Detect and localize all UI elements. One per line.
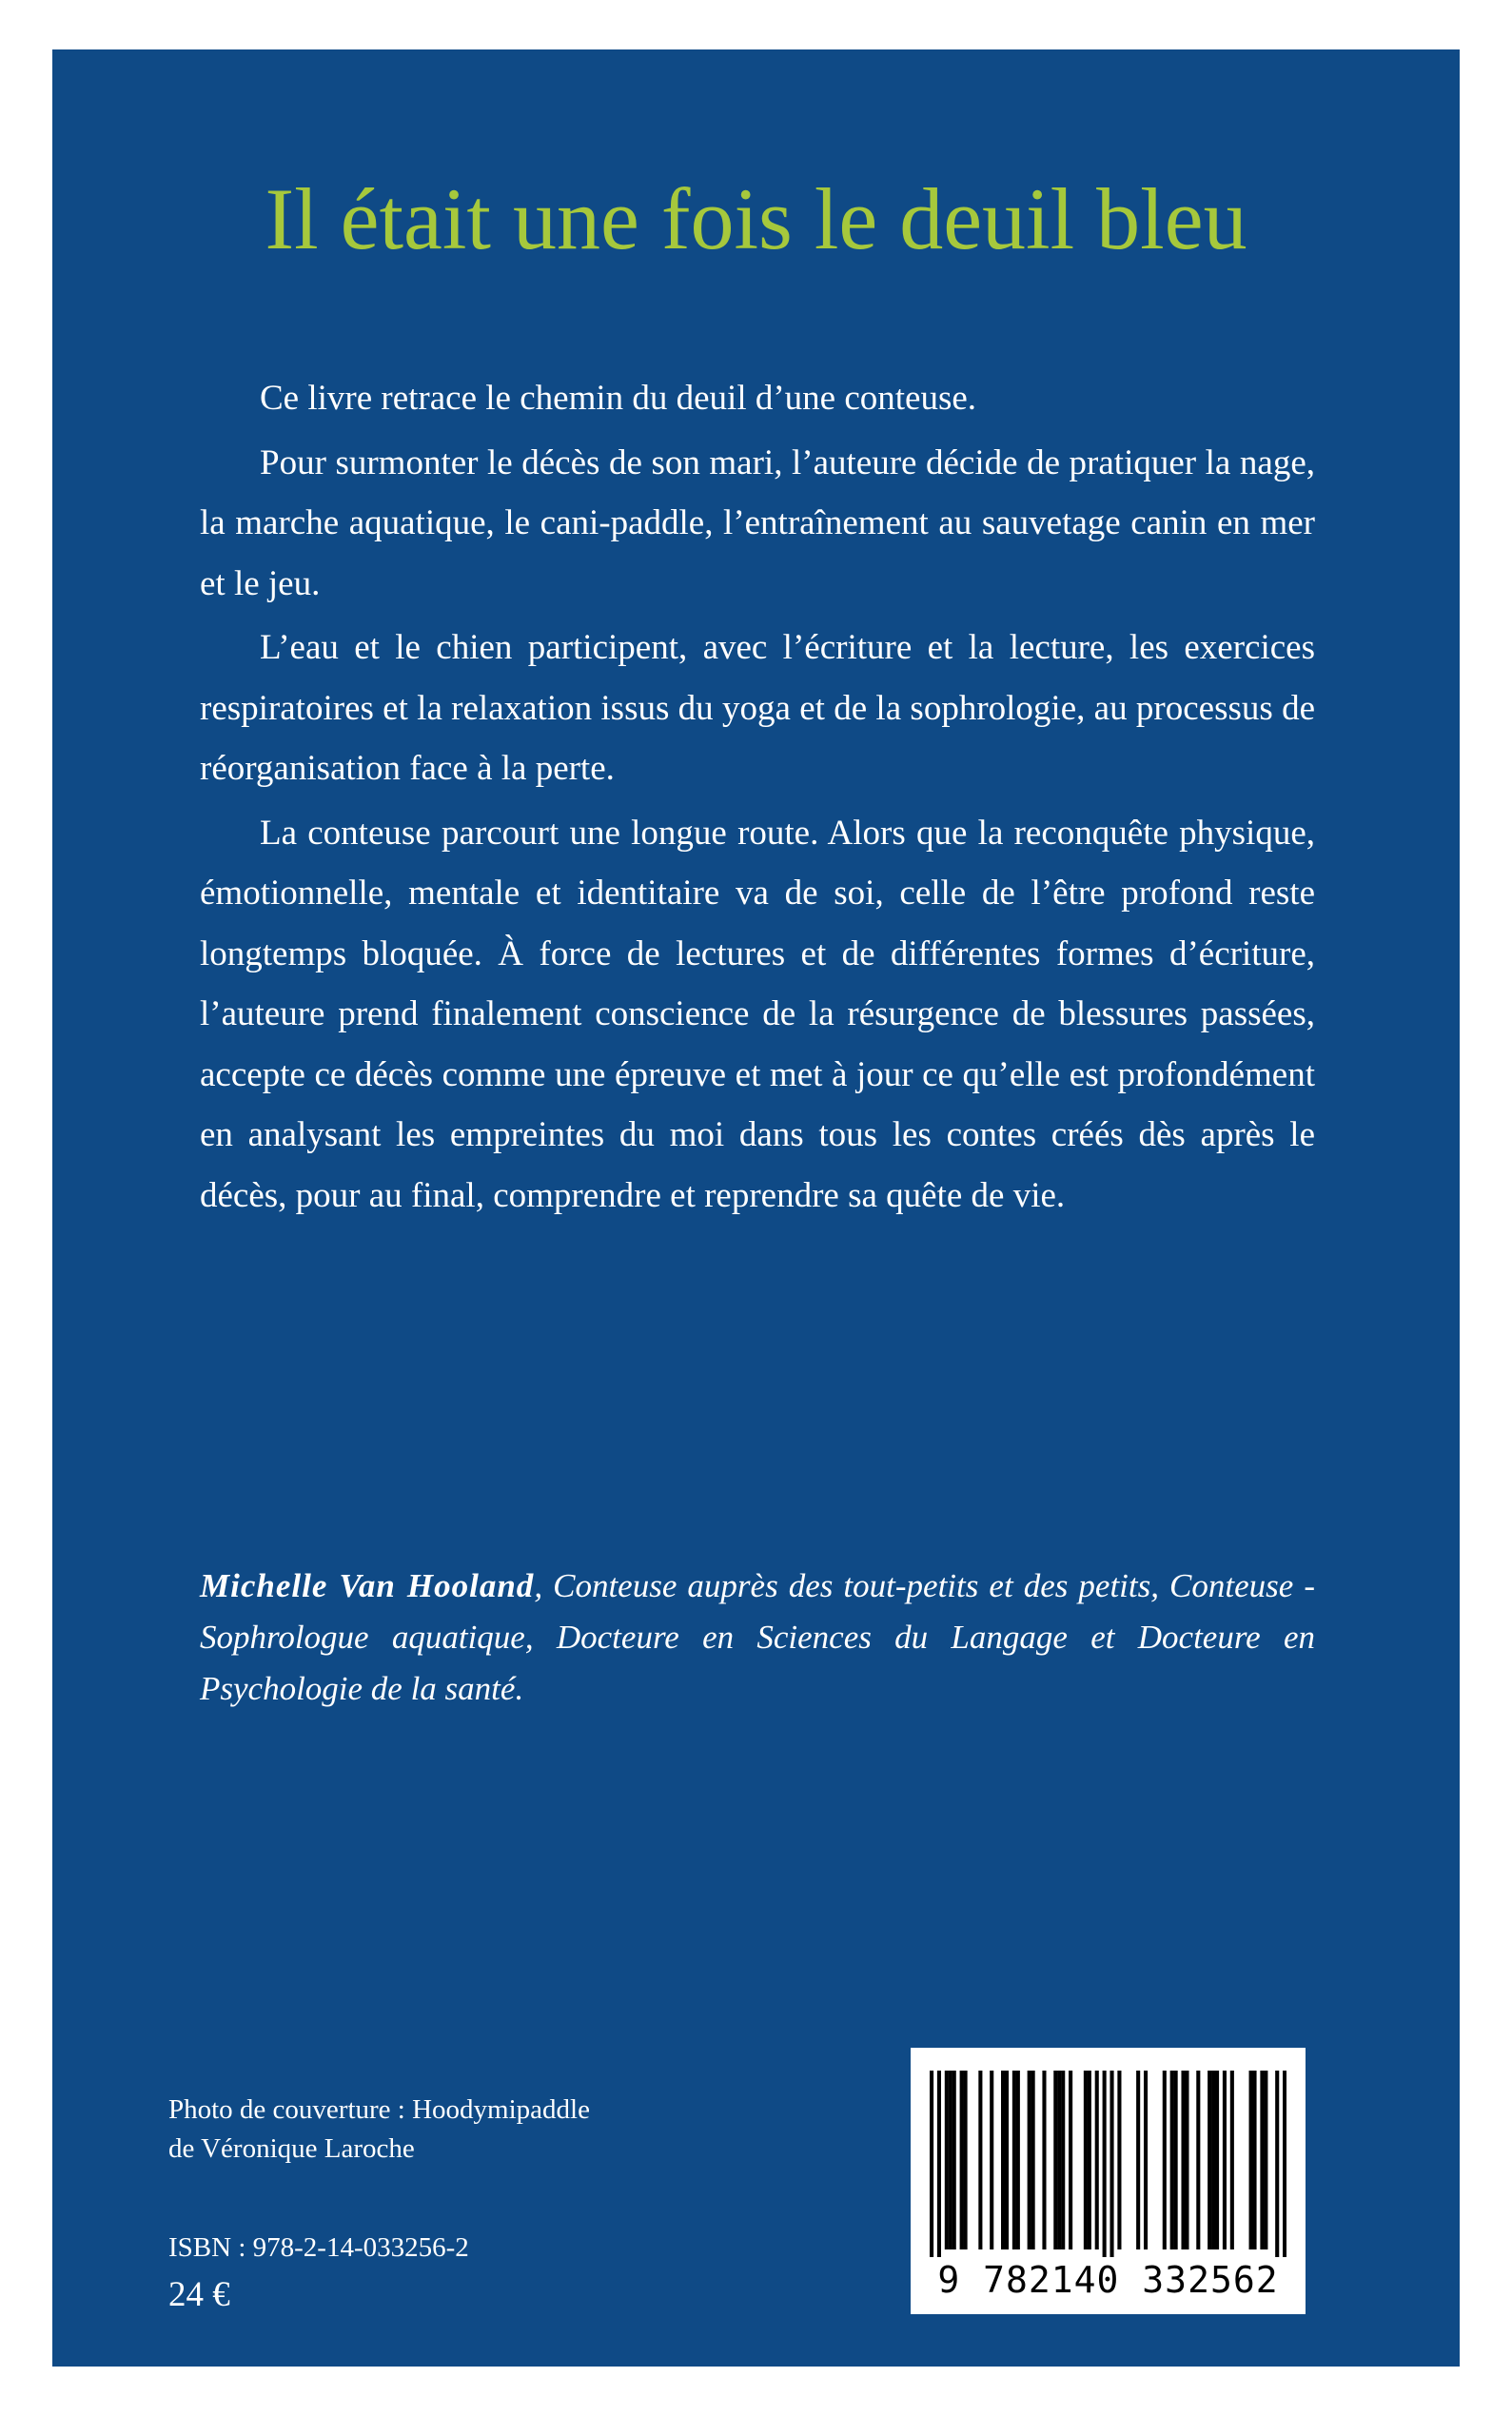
barcode-bar xyxy=(949,2071,952,2249)
barcode-bar xyxy=(1136,2071,1140,2249)
barcode-bar xyxy=(1069,2071,1072,2249)
barcode-bar xyxy=(1053,2071,1057,2249)
summary-paragraph: Pour surmonter le décès de son mari, l’auteure décide de pratiquer la nage, la marche aquatique, le cani-paddle, l’entraînement au sauvetage canin en mer et le jeu. xyxy=(200,442,1315,603)
barcode-bar xyxy=(1144,2071,1148,2249)
author-bio xyxy=(200,1561,1315,1715)
barcode-bar xyxy=(1196,2071,1200,2249)
barcode-bar xyxy=(990,2071,993,2249)
author-description: , Conteuse auprès des tout-petits et des petits, Conteuse - Sophrologue aquatique, Docteure en Sciences du Langage et Docteure en Psychologie de la santé. xyxy=(200,1567,1315,1707)
barcode-bar xyxy=(1252,2071,1256,2249)
barcode-bar xyxy=(1095,2071,1099,2249)
book-title: Il était une fois le deuil bleu xyxy=(265,170,1247,267)
barcode-bar xyxy=(930,2071,933,2257)
barcode-bar xyxy=(1170,2071,1174,2249)
barcode-bar xyxy=(1260,2071,1264,2249)
barcode-bar xyxy=(1185,2071,1188,2249)
barcode-bar xyxy=(1084,2071,1088,2249)
barcode-bar xyxy=(1012,2071,1016,2249)
barcode-number: 9 782140 332562 xyxy=(937,2259,1279,2301)
barcode-bar xyxy=(1031,2071,1035,2249)
photo-credits xyxy=(168,2091,590,2169)
barcode-bar xyxy=(1181,2071,1185,2249)
price: 24 € xyxy=(168,2275,230,2314)
barcode-bar xyxy=(1249,2071,1253,2249)
barcode-bar xyxy=(1215,2071,1219,2249)
barcode-bar xyxy=(1117,2071,1121,2249)
back-cover xyxy=(52,49,1460,2367)
barcode-bar xyxy=(1275,2071,1279,2257)
barcode-bars xyxy=(930,2071,1286,2257)
barcode-bar xyxy=(1230,2071,1234,2249)
barcode-bar xyxy=(1088,2071,1091,2249)
barcode-bar xyxy=(1016,2071,1020,2249)
barcode-bar xyxy=(1174,2071,1178,2249)
barcode-bar xyxy=(1109,2071,1113,2257)
photo-credit-line: Photo de couverture : Hoodymipaddle xyxy=(168,2094,590,2125)
barcode-bar xyxy=(978,2071,982,2249)
barcode-bar xyxy=(1005,2071,1009,2249)
barcode-bar xyxy=(960,2071,964,2249)
barcode-bar xyxy=(1283,2071,1286,2257)
barcode-bar xyxy=(952,2071,956,2249)
summary-paragraph: L’eau et le chien participent, avec l’écriture et la lecture, les exercices respiratoires et la relaxation issus du yoga et de la sophrologie, au processus de réorganisation face à la perte. xyxy=(200,628,1315,788)
barcode-bar xyxy=(1061,2071,1065,2249)
barcode-bar xyxy=(1001,2071,1005,2249)
photo-credit-line: de Véronique Laroche xyxy=(168,2133,415,2164)
isbn: ISBN : 978-2-14-033256-2 xyxy=(168,2232,469,2263)
barcode xyxy=(911,2048,1306,2314)
barcode-bar xyxy=(937,2071,941,2257)
barcode-bar xyxy=(1042,2071,1046,2249)
summary-paragraph: Ce livre retrace le chemin du deuil d’une conteuse. xyxy=(260,379,977,418)
barcode-bar xyxy=(1211,2071,1215,2249)
barcode-bar xyxy=(1264,2071,1267,2249)
barcode-bar xyxy=(1057,2071,1061,2249)
barcode-bar xyxy=(1028,2071,1031,2249)
author-name: Michelle Van Hooland xyxy=(200,1567,535,1604)
barcode-bar xyxy=(1223,2071,1227,2249)
barcode-bar xyxy=(1163,2071,1167,2249)
barcode-bar xyxy=(964,2071,968,2249)
barcode-bar xyxy=(1103,2071,1107,2257)
summary xyxy=(200,368,1315,1229)
barcode-bar xyxy=(945,2071,949,2249)
summary-paragraph: La conteuse parcourt une longue route. Alors que la reconquête physique, émotionnelle, mentale et identitaire va de soi, celle de l’être profond reste longtemps bloquée. À force de lectures et de différentes formes d’écriture, l’auteure prend finalement conscience de la résurgence de blessures passées, accepte ce décès comme une épreuve et met à jour ce qu’elle est profondément en analysant les empreintes du moi dans tous les contes créés dès après le décès, pour au final, comprendre et reprendre sa quête de vie. xyxy=(200,813,1315,1215)
barcode-bar xyxy=(1208,2071,1211,2249)
